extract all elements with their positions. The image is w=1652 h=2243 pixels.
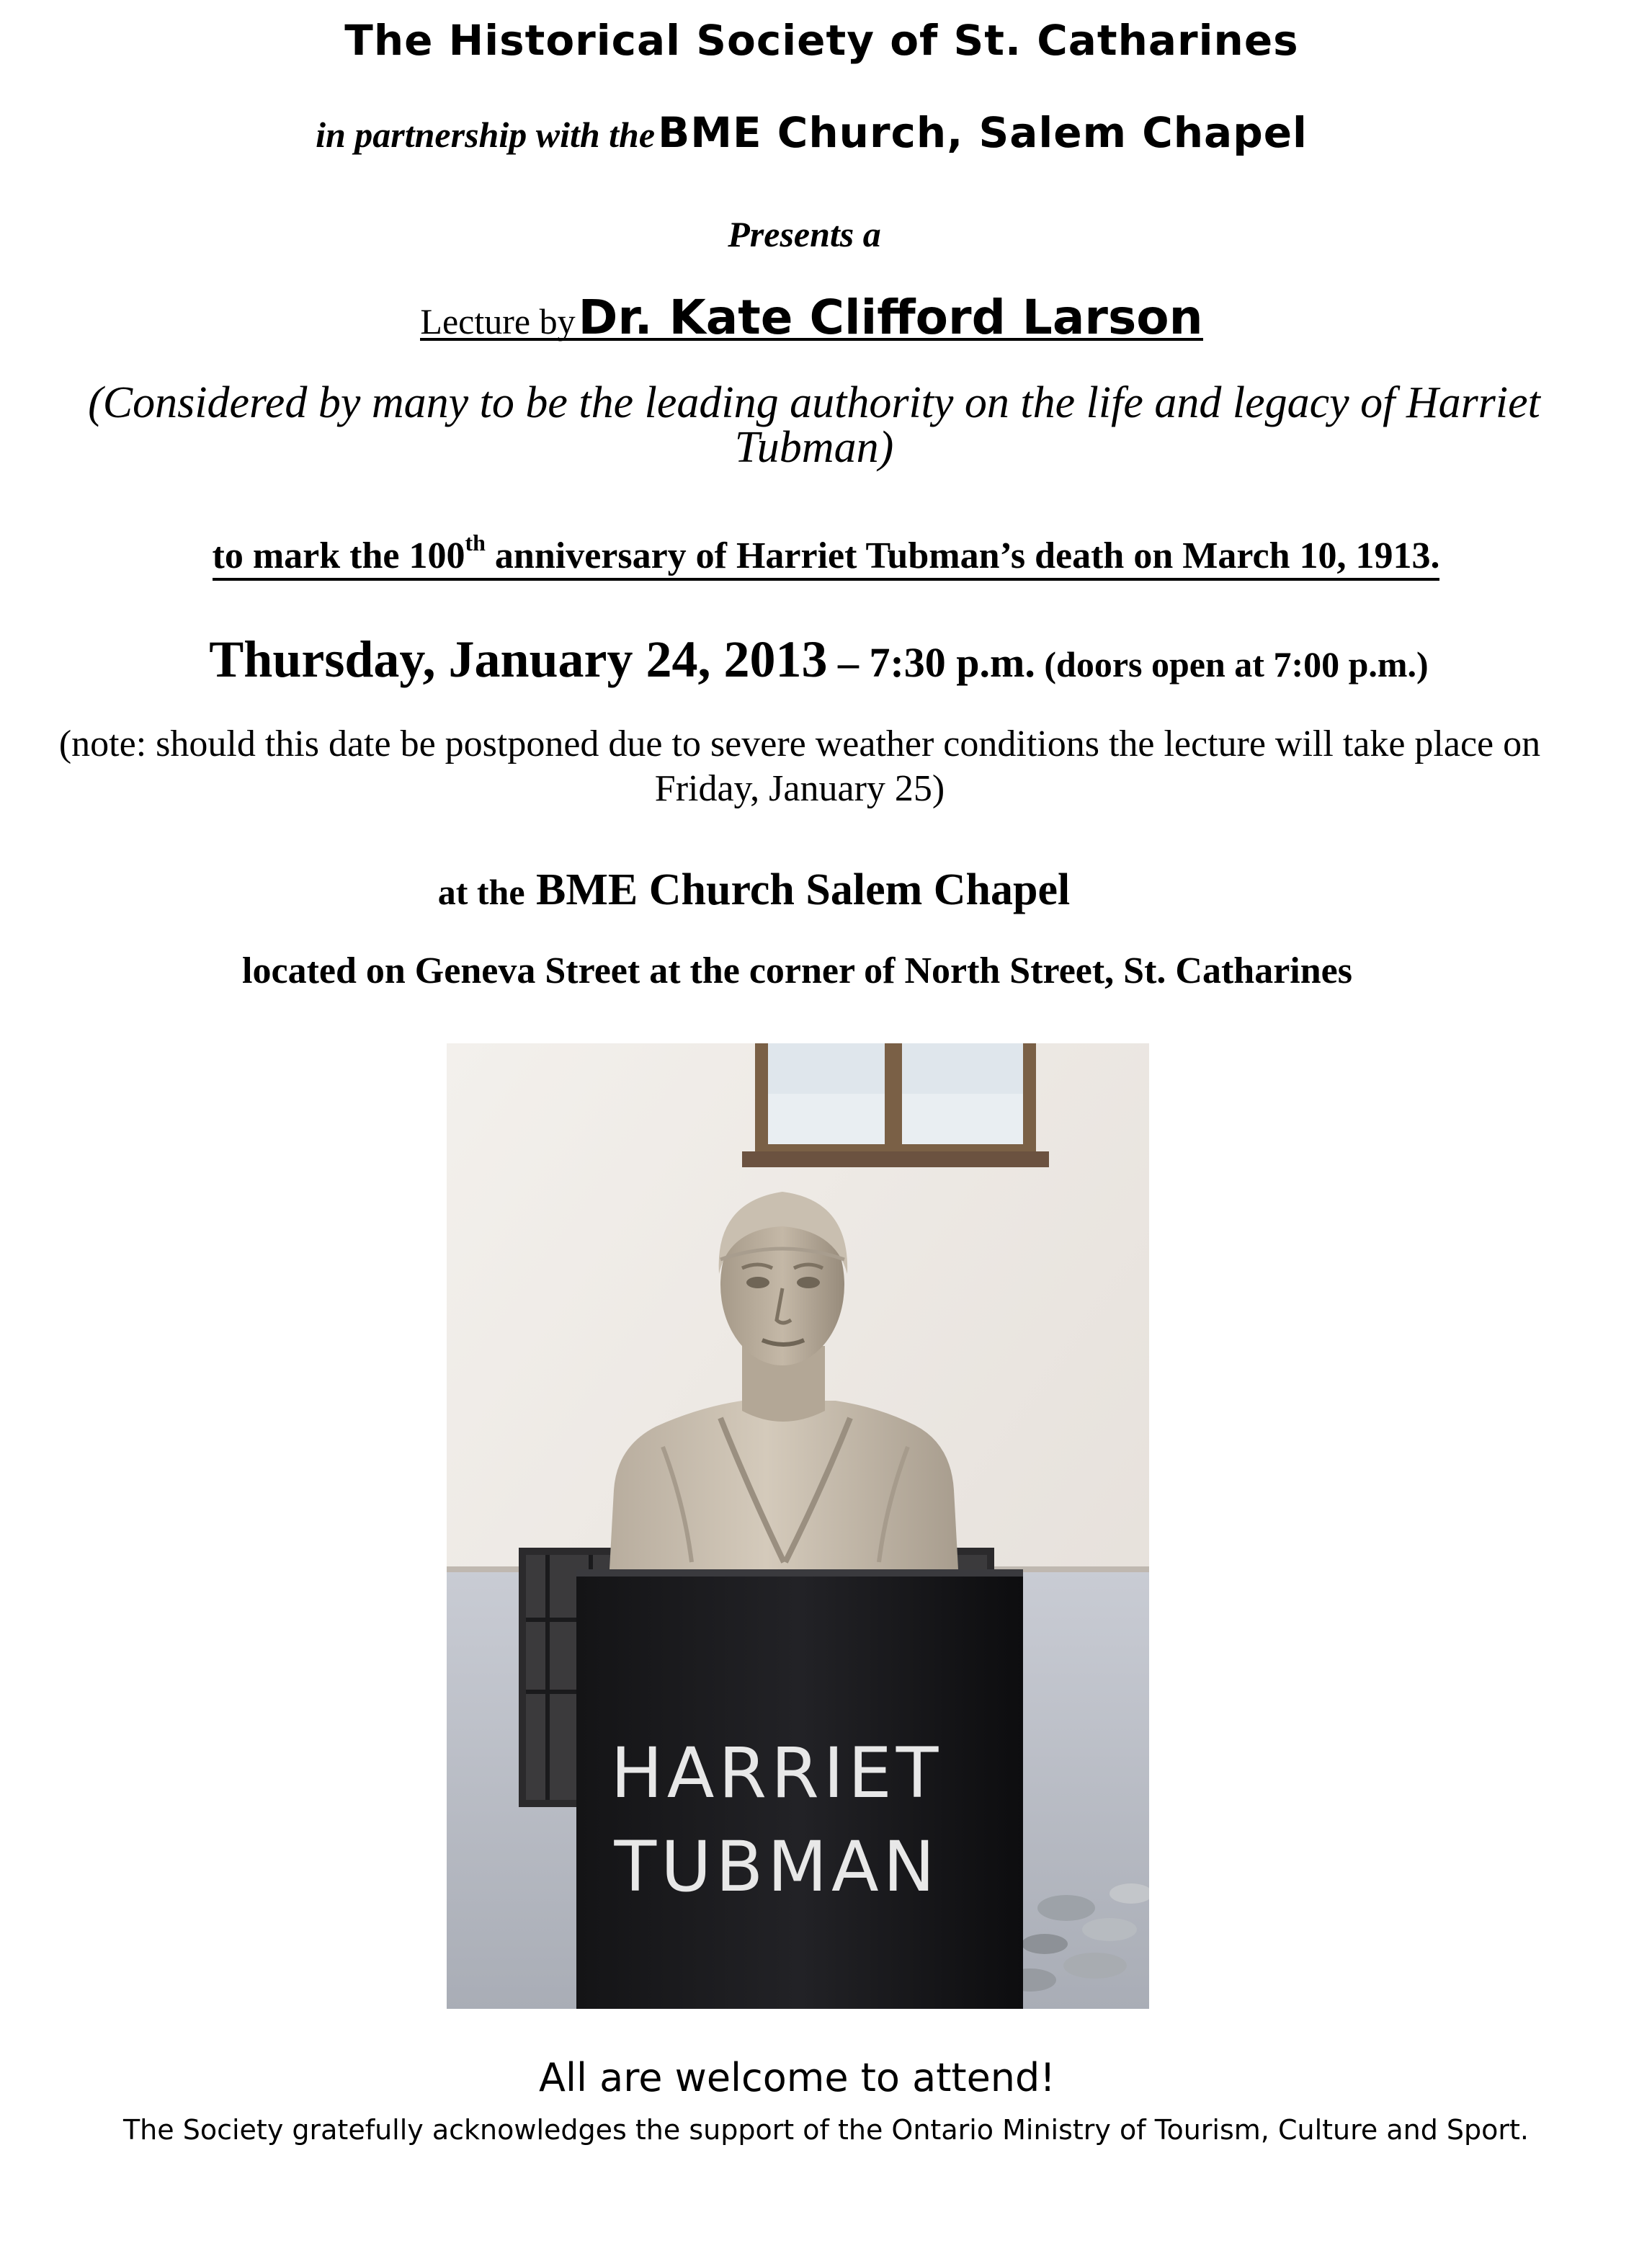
occasion-line: [0, 530, 1652, 577]
venue-name: BME Church Salem Chapel: [524, 865, 1071, 914]
doors-open: (doors open at 7:00 p.m.): [1035, 644, 1429, 685]
occasion-after: anniversary of Harriet Tubman’s death on March 10, 1913.: [485, 535, 1440, 576]
window: [742, 1043, 1049, 1167]
speaker-description: (Considered by many to be the leading authority on the life and legacy of Harriet Tubman): [88, 378, 1540, 472]
venue-line: [0, 865, 1580, 916]
weather-note: (note: should this date be postponed due to severe weather conditions the lecture will take place on Friday, January 25): [58, 723, 1541, 809]
venue-location: located on Geneva Street at the corner of North Street, St. Catharines: [242, 950, 1352, 991]
partner-name: BME Church, Salem Chapel: [658, 108, 1308, 157]
plaque-line-2: TUBMAN: [614, 1827, 939, 1907]
event-dash: –: [827, 639, 870, 686]
plinth: [576, 1569, 1023, 2009]
venue-prefix: at the: [437, 872, 525, 912]
occasion-before: to mark the 100: [212, 535, 465, 576]
occasion-superscript: th: [465, 530, 486, 556]
occasion-text: [212, 530, 1440, 581]
event-date: Thursday, January 24, 2013: [209, 630, 828, 688]
presents-line: Presents a: [728, 214, 881, 254]
partnership-line: [0, 108, 1638, 157]
welcome-message: All are welcome to attend!: [539, 2055, 1055, 2100]
speaker-name: Dr. Kate Clifford Larson: [578, 290, 1203, 345]
event-time: 7:30 p.m.: [869, 639, 1035, 686]
lecture-line: [0, 290, 1638, 345]
plaque-line-1: HARRIET: [610, 1733, 943, 1814]
organization-title: The Historical Society of St. Catharines: [344, 16, 1299, 65]
bust-photo: [447, 1043, 1149, 2009]
acknowledgement: The Society gratefully acknowledges the support of the Ontario Ministry of Tourism, Culture and Sport.: [122, 2114, 1530, 2146]
partnership-prefix: in partnership with the: [316, 115, 656, 155]
event-datetime: [0, 630, 1645, 690]
lecture-prefix: Lecture by: [420, 301, 576, 342]
lecture-heading: [420, 290, 1203, 345]
